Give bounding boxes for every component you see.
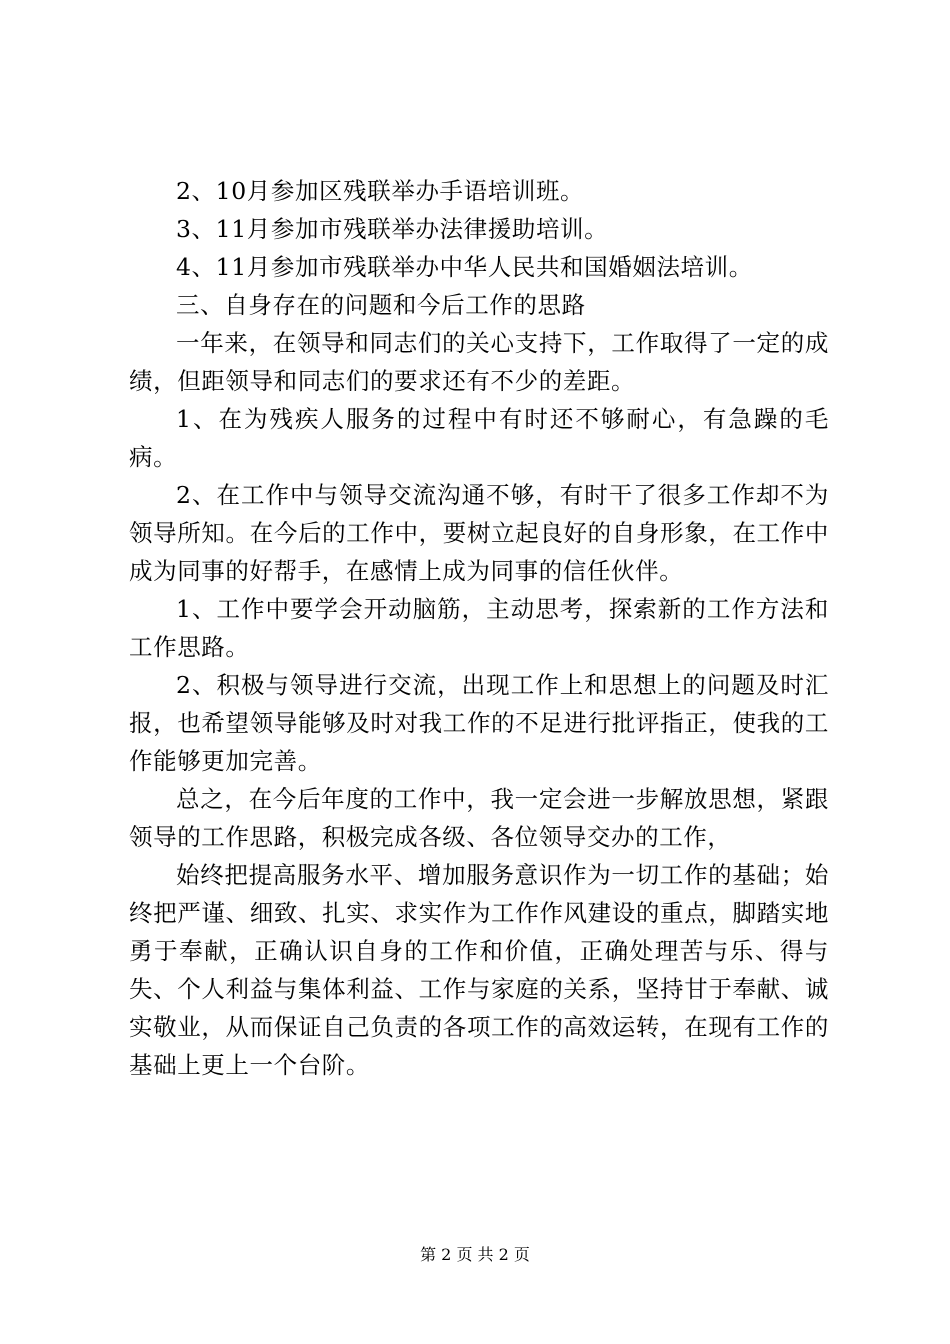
document-body (129, 172, 829, 1084)
paragraph-sign-language-training: 2、10月参加区残联举办手语培训班。 (176, 177, 585, 205)
page-number-label: 第 2 页 共 2 页 (420, 1245, 530, 1264)
paragraph-problem-patience: 1、在为残疾人服务的过程中有时还不够耐心，有急躁的毛病。 (129, 405, 829, 471)
section-heading-problems-and-plans: 三、自身存在的问题和今后工作的思路 (176, 291, 586, 319)
paragraph-legal-aid-training: 3、11月参加市残联举办法律援助培训。 (176, 215, 609, 243)
paragraph-year-summary: 一年来，在领导和同志们的关心支持下，工作取得了一定的成绩，但距领导和同志们的要求还有不少的差距。 (129, 329, 829, 395)
paragraph-marriage-law-training: 4、11月参加市残联举办中华人民共和国婚姻法培训。 (176, 253, 753, 281)
page-footer (0, 1244, 950, 1266)
paragraph-plan-thinking: 1、工作中要学会开动脑筋，主动思考，探索新的工作方法和工作思路。 (129, 595, 829, 661)
paragraph-commitment: 始终把提高服务水平、增加服务意识作为一切工作的基础；始终把严谨、细致、扎实、求实作为工作作风建设的重点，脚踏实地勇于奉献，正确认识自身的工作和价值，正确处理苦与乐、得与失、个人利益与集体利益、工作与家庭的关系，坚持甘于奉献、诚实敬业，从而保证自己负责的各项工作的高效运转，在现有工作的基础上更上一个台阶。 (129, 861, 829, 1079)
paragraph-plan-reporting: 2、积极与领导进行交流，出现工作上和思想上的问题及时汇报，也希望领导能够及时对我工作的不足进行批评指正，使我的工作能够更加完善。 (129, 671, 829, 775)
paragraph-problem-communication: 2、在工作中与领导交流沟通不够，有时干了很多工作却不为领导所知。在今后的工作中，要树立起良好的自身形象，在工作中成为同事的好帮手，在感情上成为同事的信任伙伴。 (129, 481, 829, 585)
paragraph-conclusion: 总之，在今后年度的工作中，我一定会进一步解放思想，紧跟领导的工作思路，积极完成各级、各位领导交办的工作， (129, 785, 829, 851)
